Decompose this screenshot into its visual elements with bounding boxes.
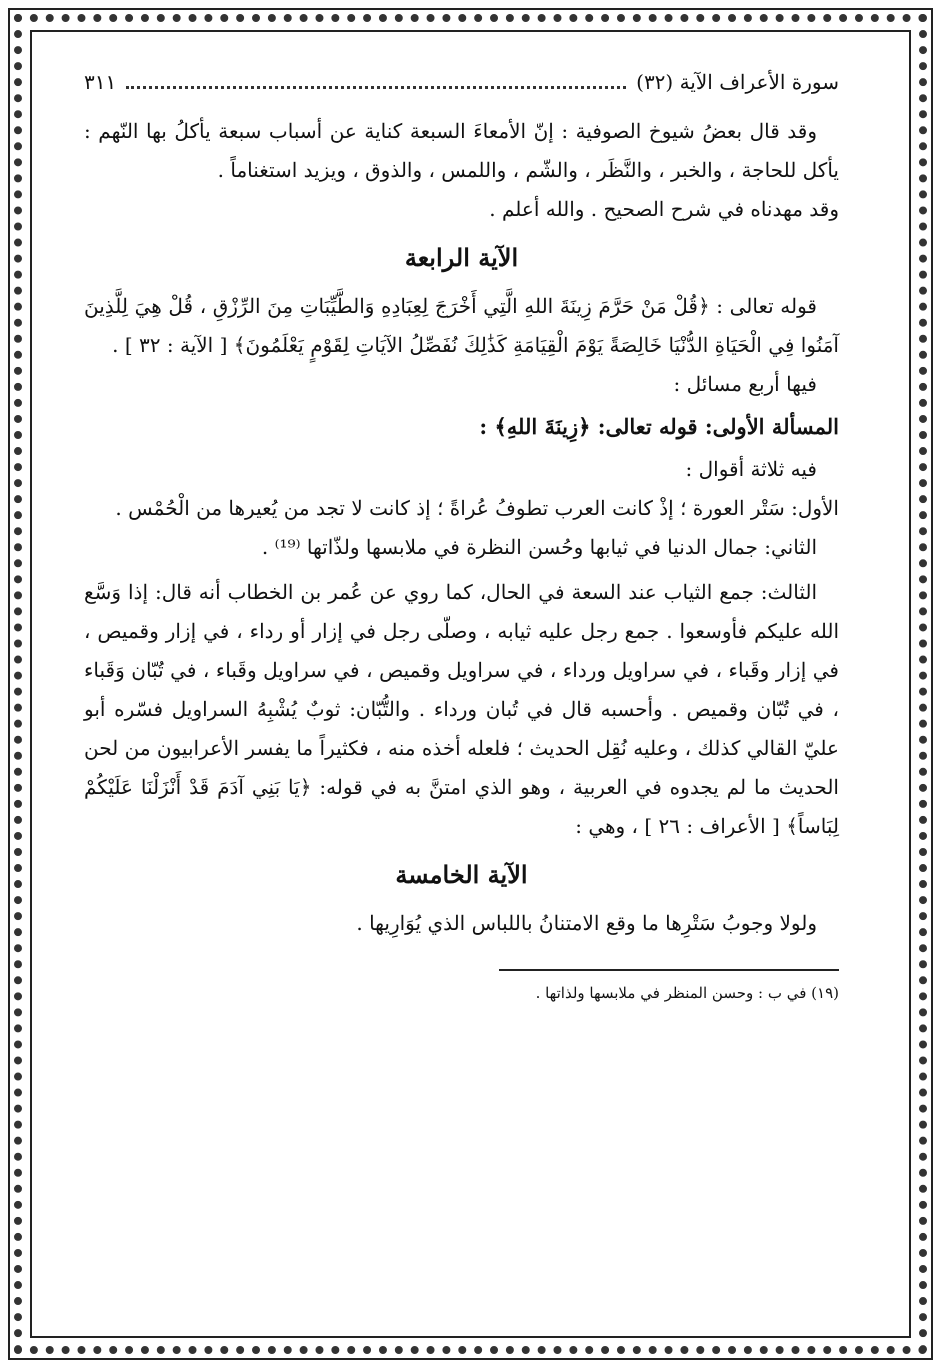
heading-fifth-verse: الآية الخامسة <box>395 860 528 889</box>
page-content <box>84 70 839 1310</box>
paragraph-second-saying: الثاني: جمال الدنيا في ثيابها وحُسن النظرة في ملابسها ولذّاتها ⁽¹⁹⁾ . <box>261 535 817 559</box>
running-header <box>84 70 839 106</box>
paragraph-sayings-intro: فيه ثلاثة أقوال : <box>685 457 817 481</box>
header-leader-dots <box>126 76 626 89</box>
paragraph-issues-intro: فيها أربع مسائل : <box>673 372 817 396</box>
heading-first-issue: المسألة الأولى: قوله تعالى: ﴿زِينَةَ اللهِ﴾ : <box>479 414 839 439</box>
paragraph-third-saying: الثالث: جمع الثياب عند السعة في الحال، كما روي عن عُمر بن الخطاب أنه قال: إذا وَسَّع الله عليكم فأوسعوا . جمع رجل عليه ثيابه ، وصلّى رجل في إزار أو رداء ، في إزار وقميص ، في إزار وقَباء ، في سراويل ورداء ، في سراويل وقميص ، في سراويل وقَباء ، في تُبّان وَقَباء ، في تُبّان وقميص . وأحسبه قال في تُبان ورداء . والتُّبّان: ثوبٌ يُشْبِهُ السراويل فسّره أبو عليّ القالي كذلك ، وعليه نُقِل الحديث ؛ فلعله أخذه منه ، فكثيراً ما يفسر الأعرابيون من لحن الحديث ما لم يجدوه في العربية ، وهو الذي امتنَّ به في قوله: ﴿يَا بَنِي آدَمَ قَدْ أَنْزَلْنَا عَلَيْكُمْ لِبَاساً﴾ [ الأعراف : ٢٦ ] ، وهي : <box>84 580 839 838</box>
page-number: ٣١١ <box>84 70 117 94</box>
paragraph-closing: ولولا وجوبُ سَتْرِها ما وقع الامتنانُ باللباس الذي يُوَارِيها . <box>356 911 817 935</box>
footnote-divider <box>499 969 839 971</box>
footnote-19: (١٩) في ب : وحسن المنظر في ملابسها ولذاتها . <box>535 984 839 1002</box>
heading-fourth-verse: الآية الرابعة <box>404 243 519 272</box>
header-title: سورة الأعراف الآية (٣٢) <box>636 70 839 94</box>
paragraph-sufi-saying: وقد قال بعضُ شيوخ الصوفية : إنّ الأمعاءَ السبعة كناية عن أسباب سبعة يأكلُ بها النّهم : يأكل للحاجة ، والخبر ، والنَّظَر ، والشّم ، واللمس ، والذوق ، ويزيد استغناماً . <box>84 119 839 182</box>
paragraph-verse-32: قوله تعالى : ﴿قُلْ مَنْ حَرَّمَ زِينَةَ اللهِ الَّتِي أَخْرَجَ لِعِبَادِهِ وَالطَّيِّبَاتِ مِنَ الرِّزْقِ ، قُلْ هِيَ لِلَّذِينَ آمَنُوا فِي الْحَيَاةِ الدُّنْيَا خَالِصَةً يَوْمَ الْقِيَامَةِ كَذَٰلِكَ نُفَصِّلُ الآيَاتِ لِقَوْمٍ يَعْلَمُونَ﴾ [ الآية : ٣٢ ] . <box>84 294 839 357</box>
paragraph-sahih-note: وقد مهدناه في شرح الصحيح . والله أعلم . <box>489 197 839 221</box>
paragraph-first-saying: الأول: سَتْر العورة ؛ إذْ كانت العرب تطوفُ عُراةً ؛ إذ كانت لا تجد من يُعيرها من الْحُمْس . <box>115 496 839 520</box>
